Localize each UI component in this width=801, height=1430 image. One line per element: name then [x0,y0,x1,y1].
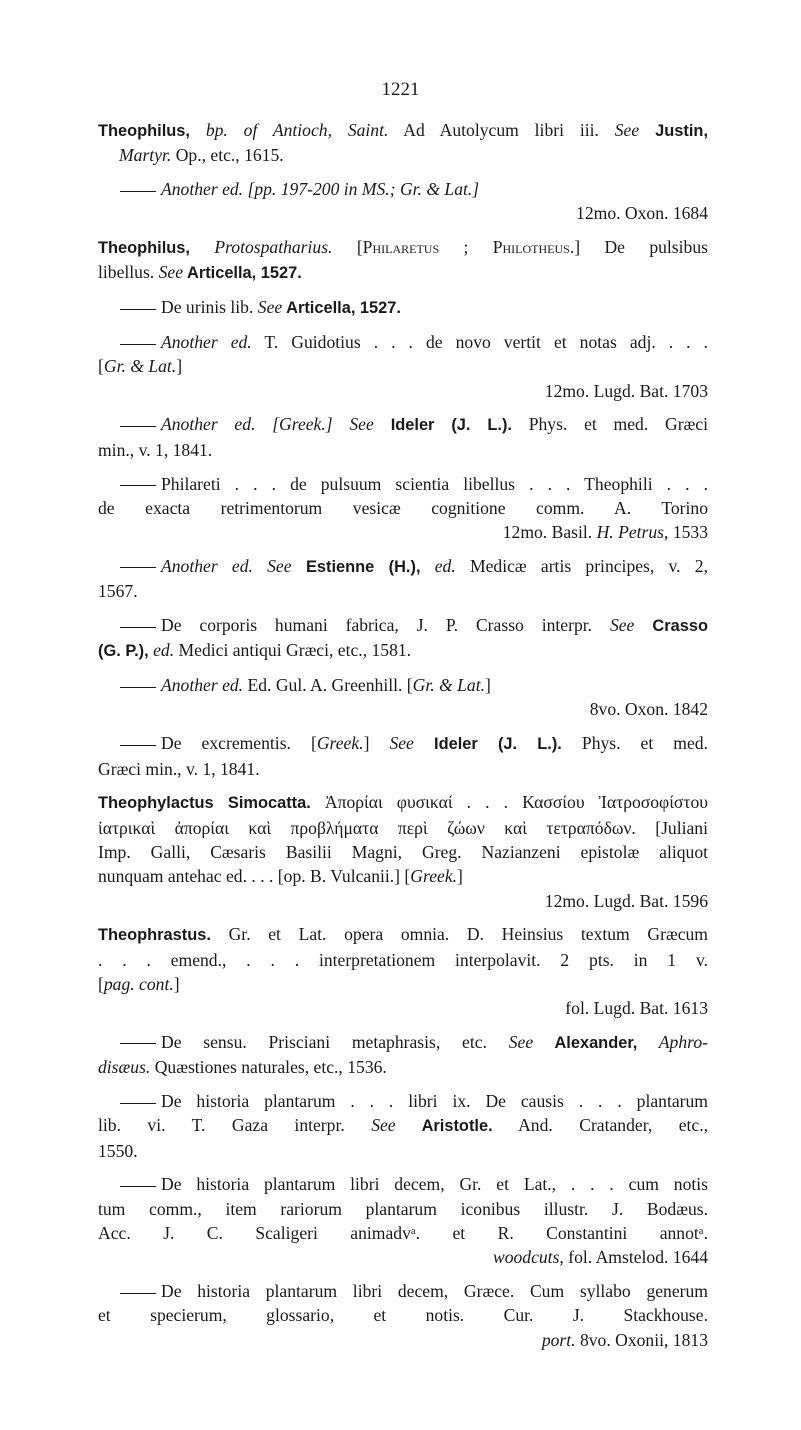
entry-text: Gr. & Lat. [412,675,486,696]
entry-text: ] De pulsibus [574,237,708,258]
entry-text: bp. of Antioch, Saint. [189,120,389,140]
ditto-dash [120,1103,156,1104]
entry-text: And. Cratander, etc., [492,1115,708,1136]
ditto-dash [120,344,156,345]
catalogue-entry [98,1089,708,1163]
entry-text: de exacta retrimentorum vesicæ cognitione comm. A. Torino [98,497,708,518]
entry-text: Acc. J. C. Scaligeri animadvᵃ. et R. Constantini annotᵃ. [98,1223,708,1244]
ditto-dash [120,309,156,310]
catalogue-entry [98,1279,708,1352]
entry-text: tum comm., item rariorum plantarum iconibus illustr. J. Bodæus. [98,1198,708,1219]
imprint-note: port. [541,1329,576,1350]
entry-line [98,554,708,579]
entry-text: ἰατρικαὶ ἀπορίαι καὶ προβλήματα περὶ ζώων καὶ τετραπόδων. [Juliani [98,817,708,838]
entry-text: et specierum, glossario, et notis. Cur. J. Stackhouse. [98,1305,708,1326]
entry-text: Imp. Galli, Cæsaris Basilii Magni, Greg. Nazianzeni epistolæ aliquot [98,841,708,862]
entry-text: See [257,297,283,318]
entry-text: Medici antiqui Græci, etc., 1581. [174,640,412,661]
entry-line [98,1055,708,1079]
ditto-dash [120,627,156,628]
entry-line [98,260,708,285]
entry-text: Medicæ artis principes, v. 2, [455,555,708,576]
entry-line [98,1172,708,1196]
entry-text: . . . emend., . . . interpretationem interpolavit. 2 pts. in 1 v. [98,949,708,970]
entry-line [98,177,708,201]
entry-text: Aphro- [637,1032,708,1052]
entry-text: ed. [148,640,175,661]
entry-text: pag. cont. [103,973,174,994]
entry-imprint: fol. Lugd. Bat. 1613 [565,998,708,1019]
entry-text: Another ed. [161,332,252,353]
heading-text: Articella, 1527. [183,264,302,283]
entry-line [98,1113,708,1138]
ditto-dash [120,687,156,688]
entry-text: Greek. [316,733,364,754]
catalogue-entry [98,554,708,604]
entry-line [98,579,708,603]
entry-text: lib. vi. T. Gaza interpr. [98,1115,372,1136]
entry-text: De corporis humani fabrica, J. P. Crasso interpr. [161,615,610,636]
entry-text: min., v. 1, 1841. [98,439,213,460]
entry-text: Another ed. [pp. 197-200 in MS.; Gr. & Lat.] [161,179,480,200]
entry-line [98,496,708,520]
entry-line [98,330,708,354]
ditto-dash [120,1293,156,1294]
entry-text: ] [176,356,183,377]
catalogue-entry [98,472,708,545]
page-number: 1221 [381,79,420,100]
entry-imprint: 8vo. Oxon. 1842 [589,699,708,720]
heading-text: Aristotle. [395,1117,493,1136]
entry-text: Op., etc., 1615. [171,145,284,166]
entry-line [98,840,708,864]
entry-text: See [389,733,414,754]
entry-line [98,143,708,167]
heading-text: Ideler (J. L.). [373,416,512,435]
entry-text: Another ed. [161,675,244,696]
entry-line [98,438,708,462]
ditto-dash [120,567,156,568]
entry-text: Ed. Gul. A. Greenhill. [ [243,675,413,696]
ditto-dash [120,1043,156,1044]
entry-line [98,922,708,947]
heading-text: Theophylactus Simocatta. [98,794,311,813]
entry-text: See [614,120,640,140]
catalogue-entry [98,790,708,912]
entry-text: [ [98,973,104,994]
catalogue-entry [98,295,708,320]
entry-text: Ἀπορίαι φυσικαί . . . Κασσίου Ἰατροσοφίστου [310,792,708,813]
printer-name: H. Petrus [596,522,665,543]
catalogue-entry [98,922,708,1020]
entry-imprint: 12mo. Oxon. 1684 [576,203,708,224]
ditto-dash [120,485,156,486]
entry-text: ] [173,973,180,994]
heading-text: Crasso [634,617,708,636]
entry-text: De historia plantarum libri decem, Gr. et Lat., . . . cum notis [161,1174,708,1195]
catalogue-entry [98,177,708,226]
entry-text: De historia plantarum libri decem, Græce. Cum syllabo generum [161,1281,708,1302]
entry-line [98,1221,708,1245]
entry-line [98,1030,708,1055]
entry-text: 1567. [98,581,138,602]
entry-line [98,816,708,840]
catalogue-entry [98,1172,708,1269]
entry-text: See [371,1115,396,1136]
entry-text: Gr. & Lat. [103,356,177,377]
ditto-dash [120,745,156,746]
entry-line [98,235,708,260]
entry-text: ] [363,733,390,754]
heading-text: Estienne (H.), [291,557,421,576]
entry-line [98,1303,708,1327]
ditto-dash [120,1186,156,1187]
entry-line [98,1139,708,1163]
heading-text: Alexander, [533,1034,638,1052]
entry-text: De sensu. Prisciani metaphrasis, etc. [161,1032,509,1052]
entry-text: Greek. [410,866,458,887]
entry-line [98,864,708,888]
entry-imprint: woodcuts, fol. Amstelod. 1644 [492,1247,708,1268]
entry-line [98,472,708,496]
entry-text: See [609,615,635,636]
entry-imprint: 12mo. Lugd. Bat. 1703 [544,380,708,401]
entry-text: See [158,262,184,283]
catalogue-entry [98,1030,708,1080]
entry-line [98,295,708,320]
entry-text: libellus. [98,262,159,283]
catalogue-entry [98,330,708,403]
entry-line [98,412,708,437]
entry-line [98,1089,708,1113]
entry-text: De urinis lib. [161,297,258,318]
entry-line [98,1279,708,1303]
catalogue-entry [98,118,708,168]
entry-line [98,1197,708,1221]
entry-text: Ad Autolycum libri iii. [388,120,615,140]
entry-text: Phys. et med. [561,733,708,754]
entry-text: Another ed. [Greek.] See [161,414,374,435]
catalogue-entries [98,118,708,1362]
heading-text: Theophilus, [98,122,190,140]
heading-text: Theophilus, [98,239,190,258]
entry-text: Philaretus ; Philotheus. [362,237,575,258]
entry-text: [ [98,356,104,377]
entry-line [98,731,708,756]
entry-line [98,757,708,781]
entry-line [98,972,708,996]
entry-text: Phys. et med. Græci [511,414,708,435]
heading-text: Justin, [639,122,708,140]
entry-imprint: port. 8vo. Oxonii, 1813 [541,1329,708,1350]
catalogue-entry [98,235,708,286]
entry-text: Another ed. See [161,555,292,576]
entry-text: De historia plantarum . . . libri ix. De causis . . . plantarum [161,1091,708,1112]
entry-imprint: 12mo. Lugd. Bat. 1596 [544,890,708,911]
entry-line [98,638,708,663]
entry-text: Philareti . . . de pulsuum scientia libellus . . . Theophili . . . [161,473,708,494]
catalogue-entry [98,613,708,664]
heading-text: Ideler (J. L.). [413,735,562,754]
catalogue-entry [98,412,708,462]
entry-text: disæus. [98,1057,151,1078]
entry-text: See [508,1032,534,1052]
entry-imprint: 12mo. Basil. H. Petrus, 1533 [502,522,708,543]
entry-line [98,948,708,972]
entry-text: De excrementis. [ [161,733,317,754]
entry-text: Protospatharius. [189,237,333,258]
entry-text: Gr. et Lat. opera omnia. D. Heinsius textum Græcum [210,924,708,945]
heading-text: Articella, 1527. [282,299,401,318]
heading-text: Theophrastus. [98,926,211,945]
imprint-note: woodcuts, [492,1247,564,1268]
catalogue-entry [98,673,708,722]
heading-text: (G. P.), [98,642,149,661]
entry-text: T. Guidotius . . . de novo vertit et notas adj. . . . [251,332,708,353]
entry-text: Quæstiones naturales, etc., 1536. [150,1057,387,1078]
entry-text: 1550. [98,1140,138,1161]
entry-text: Martyr. [119,145,172,166]
entry-line [98,613,708,638]
entry-text: ] [457,866,463,887]
entry-text: ed. [420,555,456,576]
entry-text: Græci min., v. 1, 1841. [98,758,260,779]
entry-line [98,790,708,815]
entry-text: [ [332,237,363,258]
entry-line [98,673,708,697]
ditto-dash [120,426,156,427]
entry-text: ] [485,675,491,696]
entry-text: nunquam antehac ed. . . . [op. B. Vulcanii.] [ [98,866,411,887]
catalogue-entry [98,731,708,781]
entry-line [98,354,708,378]
ditto-dash [120,191,156,192]
entry-line [98,118,708,143]
